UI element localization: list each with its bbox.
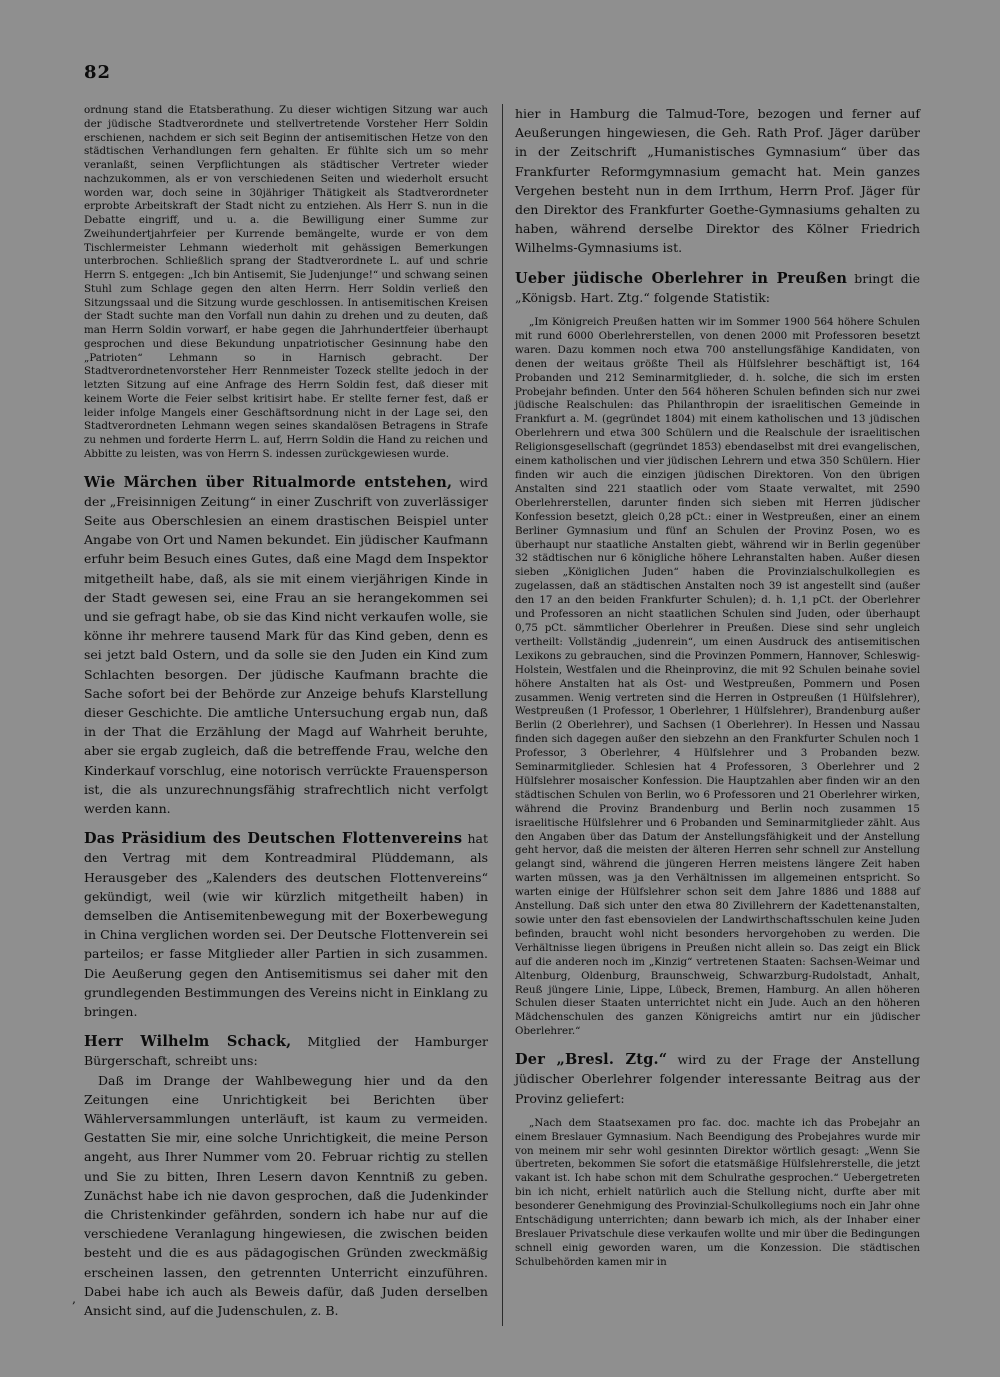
article-flottenverein	[84, 829, 488, 1021]
page-number: 82	[84, 62, 112, 83]
article-intro: Mitglied der Hamburger Bürgerschaft, schreibt uns:	[84, 1034, 488, 1069]
statistics-quote: „Im Königreich Preußen hatten wir im Sommer 1900 564 höhere Schulen mit rund 6000 Oberlehrerstellen, von denen 2000 mit Professoren besetzt waren. Dazu kommen noch etwa 700 anstellungsfähige Kandidaten, von denen der weitaus größte Theil als Hülfslehrer beschäftigt ist, 164 Probanden und 212 Seminarmitglieder, d. h. solche, die sich im ersten Probejahr befinden. Unter den 564 höheren Schulen befinden sich nur zwei jüdische Realschulen: das Philanthropin der israelitischen Gemeinde in Frankfurt a. M. (gegründet 1804) mit einem katholischen und 13 jüdischen Oberlehrern und etwa 300 Schülern und die Realschule der israelitischen Religionsgesellschaft (gegründet 1853) ebendaselbst mit drei evangelischen, einem katholischen und vier jüdischen Lehrern und etwa 350 Schülern. Hier finden wir auch die einzigen jüdischen Direktoren. Von den übrigen Anstalten sind 221 staatlich oder vom Staate verwaltet, mit 2590 Oberlehrerstellen, darunter finden sich sieben mit Herren jüdischer Konfession besetzt, gleich 0,28 pCt.: einer in Westpreußen, einer an einem Berliner Gymnasium und fünf an Schulen der Provinz Posen, wo es überhaupt nur staatliche Anstalten giebt, während wir in Berlin gegenüber 32 städtischen nur 6 königliche höhere Lehranstalten haben. Außer diesen sieben „Königlichen Juden“ haben die Provinzialschulkollegien es zugelassen, daß an städtischen Anstalten noch 39 ist angestellt sind (außer den 17 an den beiden Frankfurter Schulen); d. h. 1,1 pCt. der Oberlehrer und Professoren an nicht staatlichen Schulen sind Juden, oder überhaupt 0,75 pCt. sämmtlicher Oberlehrer in Preußen. Diese sind sehr ungleich vertheilt: Vollständig „judenrein“, um einen Ausdruck des antisemitischen Lexikons zu gebrauchen, sind die Provinzen Pommern, Hannover, Schleswig-Holstein, Westfalen und die Rheinprovinz, die mit 92 Schulen beinahe soviel höhere Anstalten hat als Ost- und Westpreußen, Pommern und Posen zusammen. Wenig vertreten sind die Herren in Ostpreußen (1 Hülfslehrer), Westpreußen (1 Professor, 1 Oberlehrer, 1 Hülfslehrer), Brandenburg außer Berlin (2 Oberlehrer), und Sachsen (1 Oberlehrer). In Hessen und Nassau finden sich dagegen außer den siebzehn an den Frankfurter Schulen noch 1 Professor, 3 Oberlehrer, 4 Hülfslehrer und 3 Probanden bezw. Seminarmitglieder. Schlesien hat 4 Professoren, 3 Oberlehrer und 2 Hülfslehrer mosaischer Konfession. Die Hauptzahlen aber finden wir an den städtischen Schulen von Berlin, wo 6 Professoren und 21 Oberlehrer wirken, während die Provinz Brandenburg und Berlin noch zusammen 15 israelitische Hülfslehrer und 6 Probanden und Seminarmitglieder zählt. Aus den Angaben über das Datum der Anstellungsfähigkeit und der Anstellung geht hervor, daß die meisten der älteren Herren sehr schnell zur Anstellung gelangt sind, während die jüngeren Herren meistens längere Zeit haben warten müssen, was ja den Verhältnissen im allgemeinen entspricht. So warten einige der Hülfslehrer schon seit dem Jahre 1886 und 1888 auf Anstellung. Daß sich unter den etwa 80 Zivillehrern der Kadettenanstalten, sowie unter den fast ebensovielen der Landwirthschaftsschulen keine Juden befinden, braucht wohl nicht besonders hervorgehoben zu werden. Die Verhältnisse liegen übrigens in Preußen nicht allein so. Das zeigt ein Blick auf die anderen noch im „Kinzig“ vertretenen Staaten: Sachsen-Weimar und Altenburg, Oldenburg, Braunschweig, Schwarzburg-Rudolstadt, Anhalt, Reuß jüngere Linie, Lippe, Lübeck, Bremen, Hamburg. An allen höheren Schulen dieser Staaten unterrichtet nicht ein Jude. Auch an den höheren Mädchenschulen des ganzen Königreichs amtirt nur ein jüdischer Oberlehrer.“	[515, 316, 920, 1038]
article-schack	[84, 1032, 488, 1070]
article-heading: Wie Märchen über Ritualmorde entstehen,	[84, 473, 453, 491]
article-body: hat den Vertrag mit dem Kontreadmiral Plüddemann, als Herausgeber des „Kalenders des deutschen Flottenvereins“ gekündigt, weil (wie wir kürzlich mitgetheilt haben) in demselben die Antisemitenbewegung mit der Boxerbewegung in China verglichen worden sei. Der Deutsche Flottenverein sei parteilos; er fasse Mitglieder aller Partien in sich zusammen. Die Aeußerung gegen den Antisemitismus sei daher mit den grundlegenden Bestimmungen des Vereins nicht in Einklang zu bringen.	[84, 831, 488, 1019]
left-column	[84, 104, 488, 1319]
article-body: Daß im Drange der Wahlbewegung hier und da den Zeitungen eine Unrichtigkeit bei Berichten über Wählerversammlungen unterläuft, ist kaum zu vermeiden. Gestatten Sie mir, eine solche Unrichtigkeit, die meine Person angeht, aus Ihrer Nummer vom 20. Februar richtig zu stellen und Sie zu bitten, Ihren Lesern davon Kenntniß zu geben. Zunächst habe ich nie davon gesprochen, daß die Judenkinder die Christenkinder gefährden, sondern ich habe nur auf die verschiedene Veranlagung hingewiesen, die zwischen beiden besteht und die es aus pädagogischen Gründen zweckmäßig erscheinen lassen, den getrennten Unterricht einzuführen. Dabei habe ich auch als Beweis dafür, daß Juden derselben Ansicht sind, auf die Judenschulen, z. B.	[84, 1072, 488, 1319]
column-divider	[502, 104, 503, 1326]
article-continuation: ordnung stand die Etatsberathung. Zu dieser wichtigen Sitzung war auch der jüdische Stadtverordnete und stellvertretende Vorsteher Herr Soldin erschienen, nachdem er sich seit Beginn der antisemitischen Hetze von den städtischen Verhandlungen fern gehalten. Er fühlte sich um so mehr veranlaßt, seinen Verpflichtungen als städtischer Vertreter wieder nachzukommen, als er von verschiedenen Seiten und wiederholt ersucht worden war, doch seine in 30jähriger Thätigkeit als Stadtverordneter erprobte Arbeitskraft der Stadt nicht zu entziehen. Als Herr S. nun in die Debatte eingriff, und u. a. die Bewilligung einer Summe zur Zweihundertjahrfeier per Kurrende bemängelte, wurde er von dem Tischlermeister Lehmann wiederholt mit gehässigen Bemerkungen unterbrochen. Schließlich sprang der Stadtverordnete L. auf und schrie Herrn S. entgegen: „Ich bin Antisemit, Sie Judenjunge!“ und schwang seinen Stuhl zum Schlage gegen den alten Herrn. Herr Soldin verließ den Sitzungssaal und die Sitzung wurde geschlossen. In antisemitischen Kreisen der Stadt suchte man den Vorfall nun dahin zu drehen und zu deuten, daß man Herrn Soldin vorwarf, er habe gegen die Jahrhundertfeier überhaupt gesprochen und diese Bekundung unpatriotischer Gesinnung habe den „Patrioten“ Lehmann so in Harnisch gebracht. Der Stadtverordnetenvorsteher Herr Rennmeister Tozeck stellte jedoch in der letzten Sitzung auf eine Anfrage des Herrn Soldin fest, daß dieser mit keinem Worte die Feier selbst kritisirt habe. Er stellte ferner fest, daß er leider infolge Mangels einer Geschäftsordnung nicht in der Lage sei, den Stadtverordneten Lehmann wegen seines skandalösen Betragens in Strafe zu nehmen und forderte Herrn L. auf, Herrn Soldin die Hand zu reichen und Abbitte zu leisten, was von Herrn S. indessen zurückgewiesen wurde.	[84, 104, 488, 460]
margin-mark: ‚	[72, 1292, 76, 1306]
right-column	[515, 104, 920, 1314]
article-breslau	[515, 1050, 920, 1108]
article-oberlehrer	[515, 269, 920, 307]
article-heading: Ueber jüdische Oberlehrer in Preußen	[515, 269, 848, 287]
article-schack-continuation: hier in Hamburg die Talmud-Tore, bezogen und ferner auf Aeußerungen hingewiesen, die Geh. Rath Prof. Jäger darüber in der Zeitschrift „Humanistisches Gymnasium“ über das Frankfurter Reformgymnasium gemacht hat. Mein ganzes Vergehen besteht nun in dem Irrthum, Herrn Prof. Jäger für den Direktor des Frankfurter Goethe-Gymnasiums gehalten zu haben, während derselbe Direktor des Kölner Friedrich Wilhelms-Gymnasiums ist.	[515, 106, 920, 256]
article-heading: Der „Bresl. Ztg.“	[515, 1051, 668, 1069]
article-body: wird der „Freisinnigen Zeitung“ in einer Zuschrift von zuverlässiger Seite aus Oberschlesien an einem drastischen Beispiel unter Angabe von Ort und Namen bekundet. Ein jüdischer Kaufmann erfuhr beim Besuch eines Gutes, daß eine Magd dem Inspektor mitgetheilt habe, daß, als sie mit einem vierjährigen Kinde in der Stadt gewesen sei, eine Frau an sie herangekommen sei und sie gefragt habe, ob sie das Kind nicht verkaufen wolle, sie könne ihr mehrere tausend Mark für das Kind geben, denn es sei jetzt bald Ostern, und da solle sie den Juden ein Kind zum Schlachten besorgen. Der jüdische Kaufmann brachte die Sache sofort bei der Behörde zur Anzeige behufs Klarstellung dieser Geschichte. Die amtliche Untersuchung ergab nun, daß in der That die Erzählung der Magd auf Wahrheit beruhte, aber sie ergab zugleich, daß die betreffende Frau, welche den Kinderkauf vorschlug, eine notorisch verrückte Frauensperson ist, die als unzurechnungsfähig strafrechtlich nicht verfolgt werden kann.	[84, 474, 488, 816]
article-heading: Das Präsidium des Deutschen Flottenvereins	[84, 830, 463, 848]
article-ritualmord	[84, 473, 488, 819]
article-intro: bringt die „Königsb. Hart. Ztg.“ folgende Statistik:	[515, 270, 920, 305]
letter-quote: „Nach dem Staatsexamen pro fac. doc. machte ich das Probejahr an einem Breslauer Gymnasium. Nach Beendigung des Probejahres wurde mir von meinem mir sehr wohl gesinnten Direktor wörtlich gesagt: „Wenn Sie übertreten, bekommen Sie sofort die etatsmäßige Hülfslehrerstelle, die jetzt vakant ist. Ich habe schon mit dem Schulrathe gesprochen.“ Uebergetreten bin ich nicht, erhielt natürlich auch die Stellung nicht, durfte aber mit besonderer Genehmigung des Provinzial-Schulkollegiums noch ein Jahr ohne Entschädigung unterrichten; dann bewarb ich mich, als der Inhaber einer Breslauer Privatschule diese verkaufen wollte und mir über die Bedingungen schnell einig geworden waren, um die Konzession. Die städtischen Schulbehörden kamen mir in	[515, 1116, 920, 1268]
article-body: wird zu der Frage der Anstellung jüdischer Oberlehrer folgender interessante Beitrag aus der Provinz geliefert:	[515, 1052, 920, 1106]
article-heading: Herr Wilhelm Schack,	[84, 1033, 292, 1051]
